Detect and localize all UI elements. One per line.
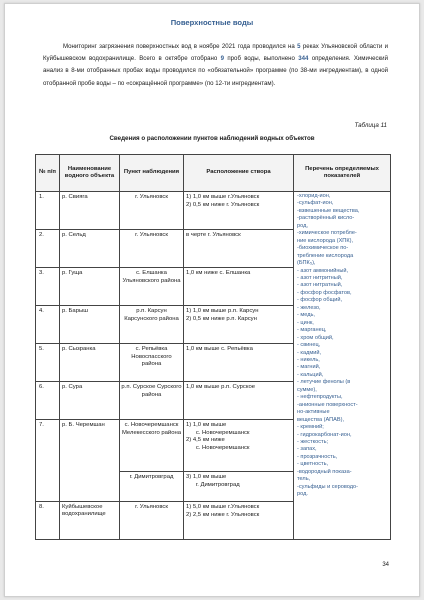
location-line: в черте г. Ульяновск xyxy=(186,232,241,238)
cell-water-object: р. Свияга xyxy=(60,192,120,230)
cell-water-object: р. Гуща xyxy=(60,268,120,306)
cell-observation-point: г. Ульяновск xyxy=(120,192,184,230)
cell-num: 1. xyxy=(36,192,60,230)
col-header-num: № п/п xyxy=(36,155,60,192)
para-part-3: проб воды, выполнено xyxy=(224,55,299,63)
cell-location xyxy=(184,306,294,344)
location-line: 1) 1,0 км выше р.п. Карсун xyxy=(186,308,259,314)
cell-observation-point: с. Елшанка Ульяновского района xyxy=(120,268,184,306)
monitoring-points-table xyxy=(35,154,391,540)
cell-num: 4. xyxy=(36,306,60,344)
cell-num: 6. xyxy=(36,382,60,420)
location-line: 2) 0,5 км ниже р.п. Карсун xyxy=(186,315,257,322)
cell-water-object: р. Сура xyxy=(60,382,120,420)
cell-location xyxy=(184,192,294,230)
cell-location xyxy=(184,502,294,540)
intro-paragraph xyxy=(43,41,388,90)
section-heading: Поверхностные воды xyxy=(170,18,254,27)
determinations-count: 344 xyxy=(298,55,309,63)
cell-observation-point: р.п. Карсун Карсунского района xyxy=(120,306,184,344)
location-line: г. Димитровград xyxy=(186,481,240,488)
location-line: 2) 4,5 км ниже xyxy=(186,437,225,444)
col-header-point: Пункт наблюдения xyxy=(120,155,184,192)
cell-location xyxy=(184,344,294,382)
location-line: 1,0 км ниже с. Елшанка xyxy=(186,270,251,276)
col-header-object: Наименование водного объекта xyxy=(60,155,120,192)
col-header-location: Расположение створа xyxy=(184,155,294,192)
page-number: 34 xyxy=(382,562,389,568)
cell-location xyxy=(184,382,294,420)
location-line: 1,0 км выше р.п. Сурское xyxy=(186,384,256,390)
location-line: 1) 5,0 км выше г.Ульяновск xyxy=(186,504,260,510)
document-page xyxy=(4,3,420,597)
cell-water-object: Куйбышевское водохранилище xyxy=(60,502,120,540)
cell-water-object: р. Б. Черемшан xyxy=(60,420,120,502)
cell-location xyxy=(184,472,294,502)
cell-location xyxy=(184,268,294,306)
cell-num: 7. xyxy=(36,420,60,502)
cell-location xyxy=(184,230,294,268)
cell-observation-point: с. Новочеремшанск Мелекесского района xyxy=(120,420,184,472)
table-header-row xyxy=(36,155,391,192)
cell-observation-point: р.п. Сурское Сурского района xyxy=(120,382,184,420)
cell-water-object: р. Барыш xyxy=(60,306,120,344)
para-part-4: определения. Химический анализ в 8-ми отобранных пробах воды проводился по «обязательной» программе (по 38-ми ингредиентам), в одной отобранной пробе воды – по «сокращённой программе» (по 12-ти ингредиентам). xyxy=(43,55,388,87)
para-part-1: Мониторинг загрязнения поверхностных вод в ноябре 2021 года проводился на xyxy=(63,43,298,50)
location-line: 2) 0,5 км ниже г. Ульяновск xyxy=(186,201,260,208)
samples-count: 9 xyxy=(220,55,225,63)
cell-observation-point: с. Репьёвка Новоспасского района xyxy=(120,344,184,382)
location-line: 3) 1,0 км выше xyxy=(186,474,227,480)
para-part-2: реках Ульяновской области и Куйбышевском водохранилище. Всего в октябре отобрано xyxy=(43,43,388,63)
rivers-count: 5 xyxy=(297,43,301,50)
parameters-text: -хлорид-ион, -сульфат-ион, -взвешенные вещества, -растворённый кисло- род, -химическое потребле- ние кислорода (ХПК), -биохимическое по- требление кислорода (БПК₅), - азот аммонийный, - азот нитритный, - азот нитратный, - фосфор фосфатов, - фосфор общий, - железо, - медь, - цинк, - марганец, - хром общий, - свинец, - кадмий, - никель, - магний, - кальций, - летучие фенолы (в сумме), - нефтепродукты, -анионные поверхност- но-активные вещества (АПАВ), - кремний; - гидрокарбонат-ион, - жесткость; - запах, - прозрачность, - цветность, -водородный показа- тель, -сульфиды и сероводо- род. xyxy=(297,193,360,498)
location-line: с. Новочеремшанск xyxy=(186,429,250,436)
location-line: с. Новочеремшанск xyxy=(186,444,250,451)
table-caption: Сведения о расположении пунктов наблюдений водных объектов xyxy=(109,135,315,142)
cell-observation-point: г. Димитровград xyxy=(120,472,184,502)
cell-observation-point: г. Ульяновск xyxy=(120,230,184,268)
table-row xyxy=(36,192,391,230)
location-line: 1,0 км выше с. Репьёвка xyxy=(186,346,253,352)
location-line: 1) 1,0 км выше xyxy=(186,422,227,428)
location-line: 1) 1,0 км выше г.Ульяновск xyxy=(186,194,260,200)
cell-location xyxy=(184,420,294,472)
cell-num: 3. xyxy=(36,268,60,306)
cell-num: 2. xyxy=(36,230,60,268)
cell-num: 5. xyxy=(36,344,60,382)
cell-water-object: р. Сельд xyxy=(60,230,120,268)
cell-observation-point: г. Ульяновск xyxy=(120,502,184,540)
cell-parameters-list xyxy=(294,192,391,540)
cell-water-object: р. Сызранка xyxy=(60,344,120,382)
col-header-params: Перечень определяемых показателей xyxy=(294,155,391,192)
cell-num: 8. xyxy=(36,502,60,540)
location-line: 2) 2,5 км ниже г. Ульяновск xyxy=(186,511,260,518)
table-number: Таблица 11 xyxy=(354,122,387,129)
